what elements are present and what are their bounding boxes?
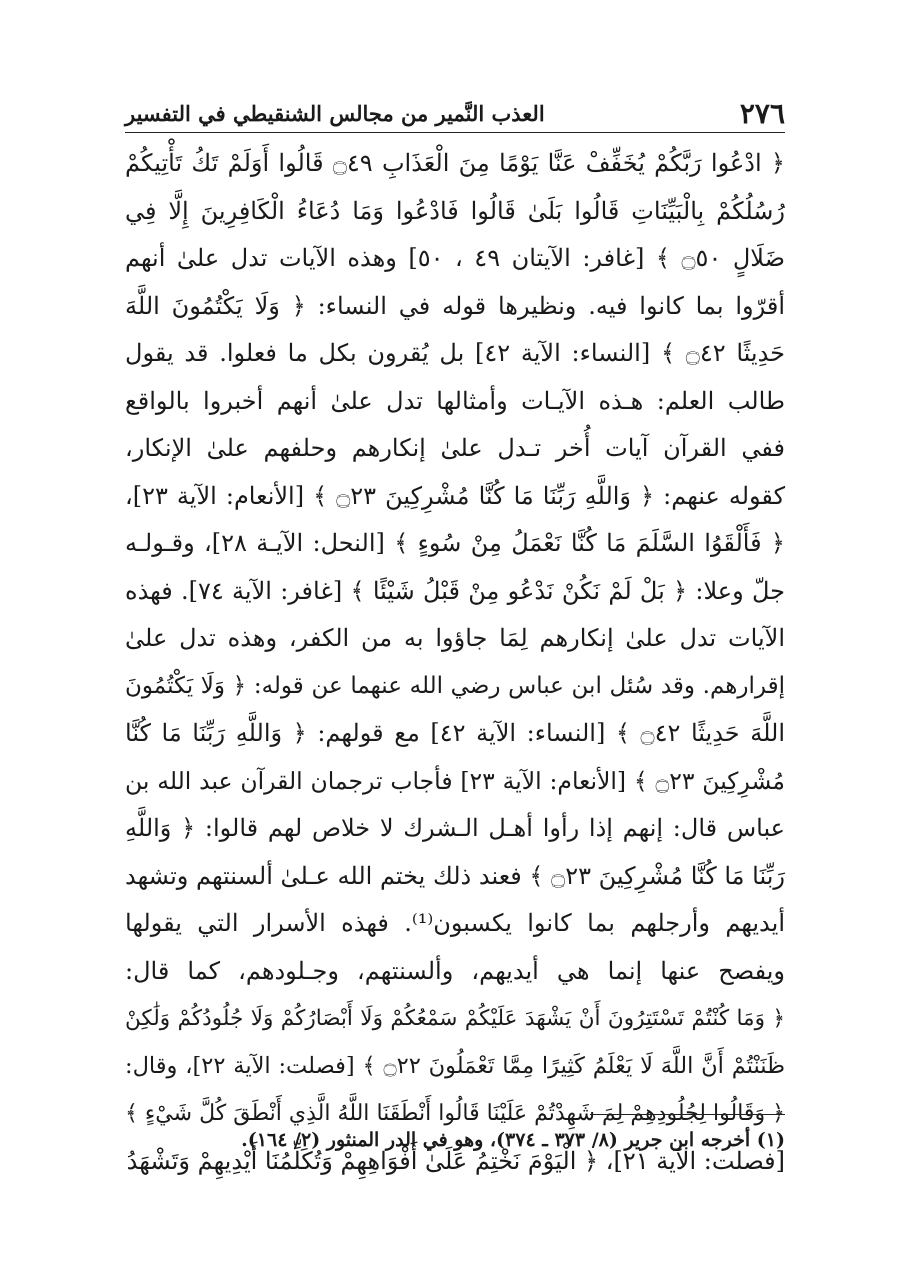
running-title: العذب النَّمير من مجالس الشنقيطي في التفسير (125, 101, 545, 126)
body-line: ويفصح عنها إنما هي أيديهم، وألسنتهم، وجـلودهم، كما قال: (125, 956, 785, 985)
footnote-separator (590, 1114, 785, 1115)
body-line: ﴿ وَمَا كُنْتُمْ تَسْتَتِرُونَ أَنْ يَشْهَدَ عَلَيْكُمْ سَمْعُكُمْ وَلَا أَبْصَارُكُمْ وَلَا جُلُودُكُمْ وَلَٰكِنْ (125, 1006, 785, 1031)
body-line: ففي القرآن آيات أُخر تـدل علىٰ إنكارهم وحلفهم علىٰ الإنكار، (125, 434, 785, 462)
body-line: أقرّوا بما كانوا فيه. ونظيرها قوله في النساء: ﴿ وَلَا يَكْتُمُونَ اللَّهَ (125, 291, 785, 320)
body-line: ضَلَالٍ ۝٥٠ ﴾ [غافر: الآيتان ٤٩ ، ٥٠] وهذه الآيات تدل علىٰ أنهم (125, 244, 785, 272)
body-line: عباس قال: إنهم إذا رأوا أهـل الـشرك لا خلاص لهم قالوا: ﴿ وَاللَّهِ (125, 814, 785, 842)
body-line: حَدِيثًا ۝٤٢ ﴾ [النساء: الآية ٤٢] بل يُقرون بكل ما فعلوا. قد يقول (125, 339, 785, 367)
footnote: (١) أخرجه ابن جرير (٨/ ٣٧٣ ـ ٣٧٤)، وهو في الدر المنثور (٢/ ١٦٤). (241, 1129, 785, 1151)
body-line: أيديهم وأرجلهم بما كانوا يكسبون⁽¹⁾. فهذه الأسرار التي يقولها (125, 909, 785, 937)
body-line: ﴿ وَقَالُوا لِجُلُودِهِمْ لِمَ شَهِدْتُمْ عَلَيْنَا قَالُوا أَنْطَقَنَا اللَّهُ الَّذِي أَنْطَقَ كُلَّ شَيْءٍ ﴾ (125, 1101, 785, 1126)
body-line: طالب العلم: هـذه الآيـات وأمثالها تدل علىٰ أنهم أخبروا بالواقع (125, 386, 785, 415)
body-line: جلّ وعلا: ﴿ بَلْ لَمْ نَكُنْ نَدْعُو مِنْ قَبْلُ شَيْئًا ﴾ [غافر: الآية ٧٤]. فهذه (125, 576, 786, 605)
body-line: ظَنَنْتُمْ أَنَّ اللَّهَ لَا يَعْلَمُ كَثِيرًا مِمَّا تَعْمَلُونَ ۝٢٢ ﴾ [فصلت: الآية ٢٢]، وقال: (125, 1052, 785, 1079)
body-line: الآيات تدل علىٰ إنكارهم لِمَا جاؤوا به من الكفر، وهذه تدل علىٰ (125, 624, 785, 652)
body-line: رُسُلُكُمْ بِالْبَيِّنَاتِ قَالُوا بَلَىٰ قَالُوا فَادْعُوا وَمَا دُعَاءُ الْكَافِرِينَ إِلَّا فِي (125, 196, 785, 225)
page-header (125, 92, 785, 133)
body-line: إقرارهم. وقد سُئل ابن عباس رضي الله عنهما عن قوله: ﴿ وَلَا يَكْتُمُونَ (125, 672, 785, 699)
body-line: ﴿ ادْعُوا رَبَّكُمْ يُخَفِّفْ عَنَّا يَوْمًا مِنَ الْعَذَابِ ۝٤٩ قَالُوا أَوَلَمْ تَكُ تَأْتِيكُمْ (125, 149, 785, 177)
body-line: ﴿ فَأَلْقَوُا السَّلَمَ مَا كُنَّا نَعْمَلُ مِنْ سُوءٍ ﴾ [النحل: الآيـة ٢٨]، وقـولـه (125, 529, 785, 557)
body-line: مُشْرِكِينَ ۝٢٣ ﴾ [الأنعام: الآية ٢٣] فأجاب ترجمان القرآن عبد الله بن (125, 766, 785, 795)
body-line: [فصلت: الآية ٢١]، ﴿ الْيَوْمَ نَخْتِمُ عَلَىٰ أَفْوَاهِهِمْ وَتُكَلِّمُنَا أَيْدِيهِمْ وَتَشْهَدُ (126, 1146, 785, 1175)
body-line: رَبِّنَا مَا كُنَّا مُشْرِكِينَ ۝٢٣ ﴾ فعند ذلك يختم الله عـلىٰ ألسنتهم وتشهد (125, 861, 785, 890)
body-line: اللَّهَ حَدِيثًا ۝٤٢ ﴾ [النساء: الآية ٤٢] مع قولهم: ﴿ وَاللَّهِ رَبِّنَا مَا كُنَّا (125, 719, 785, 747)
page-number: ٢٧٦ (739, 97, 785, 130)
body-line: كقوله عنهم: ﴿ وَاللَّهِ رَبِّنَا مَا كُنَّا مُشْرِكِينَ ۝٢٣ ﴾ [الأنعام: الآية ٢٣]، (125, 481, 785, 510)
